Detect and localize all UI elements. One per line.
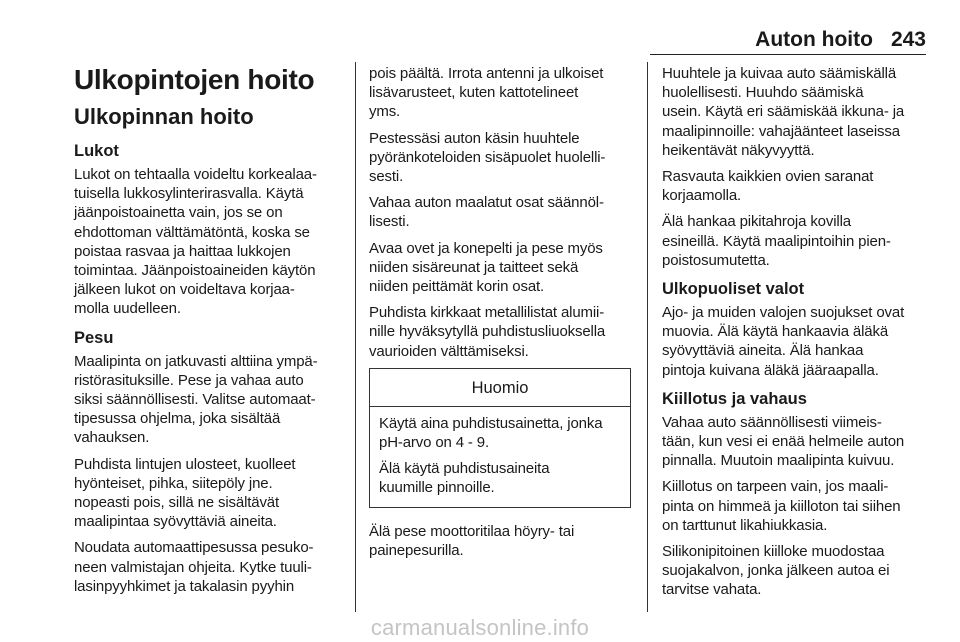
notice-paragraph-2: Älä käytä puhdistusaineita kuumille pinnoille. bbox=[379, 460, 550, 497]
paragraph-col2-1: pois päältä. Irrota antenni ja ulkoiset lisävarusteet, kuten kattotelineet yms. bbox=[369, 65, 604, 121]
paragraph-pesu-1: Maalipinta on jatkuvasti alttiina ympä- ristörasituksille. Pese ja vahaa auto siksi säännöllisesti. Valitse automaat- tipesussa ohjelma, joka sisältää vahauksen. bbox=[74, 352, 318, 447]
paragraph-kiillotus-1: Vahaa auto säännöllisesti viimeis- tään, kun vesi ei enää helmeile auton pinnalla. Muutoin maalipinta kuivuu. bbox=[662, 413, 905, 470]
paragraph-col2-4: Avaa ovet ja konepelti ja pese myös niiden sisäreunat ja taitteet sekä niiden peittämät korin osat. bbox=[369, 239, 603, 296]
column-2 bbox=[369, 64, 631, 567]
heading-ulkopuoliset-valot: Ulkopuoliset valot bbox=[662, 280, 805, 299]
paragraph-pesu-3: Noudata automaattipesussa pesuko- neen valmistajan ohjeita. Kytke tuuli- lasinpyyhkimet ja takalasin pyyhin bbox=[74, 539, 314, 595]
paragraph-kiillotus-3: Silikonipitoinen kiilloke muodostaa suojakalvon, jonka jälkeen autoa ei tarvitse vahata. bbox=[662, 543, 890, 599]
page-header bbox=[650, 28, 926, 54]
column-1 bbox=[74, 62, 344, 603]
paragraph-col3-3: Älä hankaa pikitahroja kovilla esineillä. Käytä maalipintoihin pien- poistosumutetta. bbox=[662, 213, 891, 269]
section-title: Auton hoito bbox=[755, 28, 873, 51]
notice-paragraph-1: Käytä aina puhdistusainetta, jonka pH-arvo on 4 - 9. bbox=[379, 414, 603, 452]
column-3 bbox=[662, 64, 928, 607]
paragraph-col3-1: Huuhtele ja kuivaa auto säämiskällä huolellisesti. Huuhdo säämiskä usein. Käytä eri säämiskää ikkuna- ja maalipinnoille: vahajäänteet laseissa heikentävät näkyvyyttä. bbox=[662, 65, 905, 159]
notice-title: Huomio bbox=[370, 369, 630, 407]
column-divider-2 bbox=[647, 62, 648, 612]
paragraph-col3-2: Rasvauta kaikkien ovien saranat korjaamolla. bbox=[662, 168, 874, 205]
paragraph-pesu-2: Puhdista lintujen ulosteet, kuolleet hyönteiset, pihka, siitepöly jne. nopeasti pois, sillä ne sisältävät maalipintaa syövyttäviä aineita. bbox=[74, 455, 296, 531]
header-rule bbox=[650, 54, 926, 55]
watermark-text: carmanualsonline.info bbox=[370, 615, 590, 640]
paragraph-col2-5: Puhdista kirkkaat metallilistat alumii- nille hyväksytyllä puhdistusliuoksella vaurioiden välttämiseksi. bbox=[369, 304, 606, 360]
watermark bbox=[0, 614, 960, 642]
notice-body bbox=[370, 407, 630, 507]
section-heading: Ulkopinnan hoito bbox=[74, 104, 254, 129]
paragraph-col2-2: Pestessäsi auton käsin huuhtele pyöränkoteloiden sisäpuolet huolelli- sesti. bbox=[369, 129, 606, 186]
paragraph-col2-6: Älä pese moottoritilaa höyry- tai painepesurilla. bbox=[369, 522, 575, 559]
column-divider-1 bbox=[355, 62, 356, 612]
chapter-title: Ulkopintojen hoito bbox=[74, 64, 315, 95]
paragraph-lukot: Lukot on tehtaalla voideltu korkealaa- tuisella lukkosylinterirasvalla. Käytä jäänpoistoainetta vain, jos se on ehdottoman välttämätöntä, koska se poistaa rasvaa ja haittaa lukkojen toimintaa. Jäänpoistoaineiden käytön jälkeen lukot on voideltava korjaa- molla uudelleen. bbox=[74, 166, 317, 318]
paragraph-kiillotus-2: Kiillotus on tarpeen vain, jos maali- pinta on himmeä ja kiilloton tai siihen on tarttunut likahiukkasia. bbox=[662, 478, 901, 534]
heading-kiillotus: Kiillotus ja vahaus bbox=[662, 389, 807, 408]
heading-lukot: Lukot bbox=[74, 142, 119, 160]
notice-box bbox=[369, 368, 631, 508]
heading-pesu: Pesu bbox=[74, 328, 114, 347]
page-number: 243 bbox=[890, 28, 926, 51]
paragraph-valot: Ajo- ja muiden valojen suojukset ovat muovia. Älä käytä hankaavia äläkä syövyttäviä aineita. Älä hankaa pintoja kuivana äläkä jääraapalla. bbox=[662, 304, 905, 379]
paragraph-col2-3: Vahaa auton maalatut osat säännöl- lisesti. bbox=[369, 194, 604, 231]
